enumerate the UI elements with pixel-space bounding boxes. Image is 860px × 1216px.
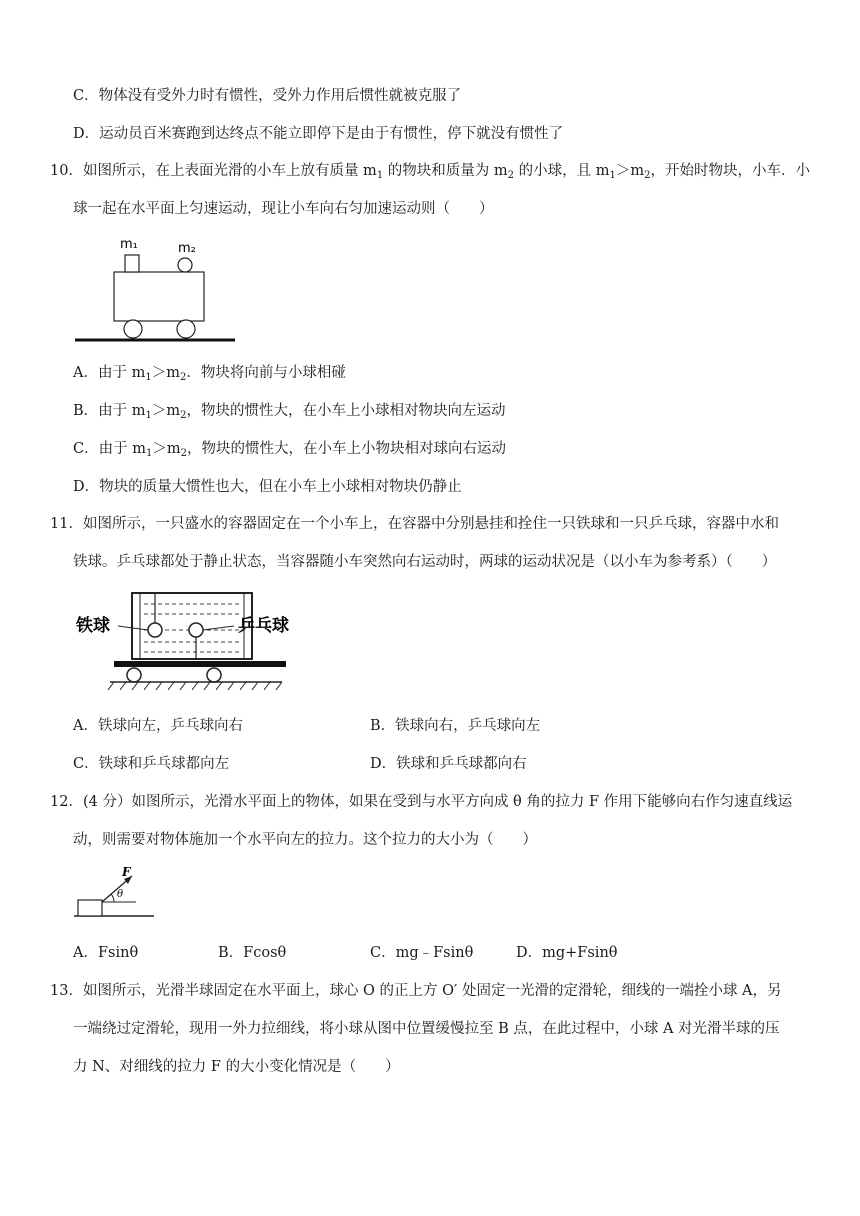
ground-hatch [108,682,282,690]
q12-option-d: D．mg+Fsinθ [516,945,618,961]
q13-stem-line3: 力 N、对细线的拉力 F 的大小变化情况是（ ） [73,1059,400,1075]
cart-wheel-right [207,668,221,682]
q12-stem-line2: 动，则需要对物体施加一个水平向左的拉力。这个拉力的大小为（ ） [73,832,537,848]
block [78,900,102,916]
label-m1: m₁ [120,237,138,252]
q11-option-c: C．铁球和乒乓球都向左 [73,756,230,772]
label-m2: m₂ [178,241,196,256]
q12-option-b: B．Fcosθ [218,945,287,961]
q10-option-c: C．由于 $m_1>m_2$，物块的惯性大，在小车上小物块相对球向右运动 [73,441,506,459]
q11-stem-line1: 11．如图所示，一只盛水的容器固定在一个小车上，在容器中分别悬挂和拴住一只铁球和一只乒乓球，容器中水和 [50,516,779,532]
q11-stem-line2: 铁球。乒乓球都处于静止状态，当容器随小车突然向右运动时，两球的运动状况是（以小车为参考系）（ ） [73,554,777,570]
q11-option-a: A．铁球向左，乒乓球向右 [73,718,243,734]
q10-option-b: B．由于 $m_1>m_2$，物块的惯性大，在小车上小球相对物块向左运动 [73,403,506,421]
q12-option-a: A．Fsinθ [73,945,139,961]
pingpong-ball [189,623,203,637]
cart-wheel-left [124,320,142,338]
q10-stem-line1: 10．如图所示，在上表面光滑的小车上放有质量 $m_1$ 的物块和质量为 $m_2$ 的小球，且 $m_1>m_2$，开始时物块，小车．小 [50,163,810,181]
q11-container-figure [74,590,314,698]
block-m1 [125,255,139,272]
q10-option-a: A．由于 $m_1>m_2$．物块将向前与小球相碰 [73,365,346,383]
q9-option-d: D．运动员百米赛跑到达终点不能立即停下是由于有惯性，停下就没有惯性了 [73,126,564,142]
cart-body [114,272,204,321]
q11-option-d: D．铁球和乒乓球都向右 [370,756,527,772]
q10-stem-line2: 球一起在水平面上匀速运动，现让小车向右匀加速运动则（ ） [73,201,494,217]
q11-option-b: B．铁球向右，乒乓球向左 [370,718,541,734]
q12-stem-line1: 12．(4 分）如图所示，光滑水平面上的物体，如果在受到与水平方向成 θ 角的拉力 F 作用下能够向右作匀速直线运 [50,794,793,810]
cart-wheel-left [127,668,141,682]
q10-cart-figure [70,232,240,347]
label-F: F [122,865,131,879]
q12-option-c: C．mg﹣Fsinθ [370,945,474,961]
q13-stem-line1: 13．如图所示，光滑半球固定在水平面上，球心 O 的正上方 O′ 处固定一光滑的定滑轮，细线的一端拴小球 A，另 [50,983,782,999]
iron-ball [148,623,162,637]
ball-m2 [178,258,192,272]
q12-force-figure [70,860,160,926]
q10-option-d: D．物块的质量大惯性也大，但在小车上小球相对物块仍静止 [73,479,462,495]
q9-option-c: C．物体没有受外力时有惯性，受外力作用后惯性就被克服了 [73,88,462,104]
angle-arc [111,894,114,902]
cart-wheel-right [177,320,195,338]
label-pingpong-ball: 乒乓球 [238,616,289,636]
label-iron-ball: 铁球 [76,616,110,636]
q13-stem-line2: 一端绕过定滑轮，现用一外力拉细线，将小球从图中位置缓慢拉至 B 点，在此过程中，小球 A 对光滑半球的压 [73,1021,780,1037]
cart-platform [114,661,286,667]
label-theta: θ [117,889,124,900]
